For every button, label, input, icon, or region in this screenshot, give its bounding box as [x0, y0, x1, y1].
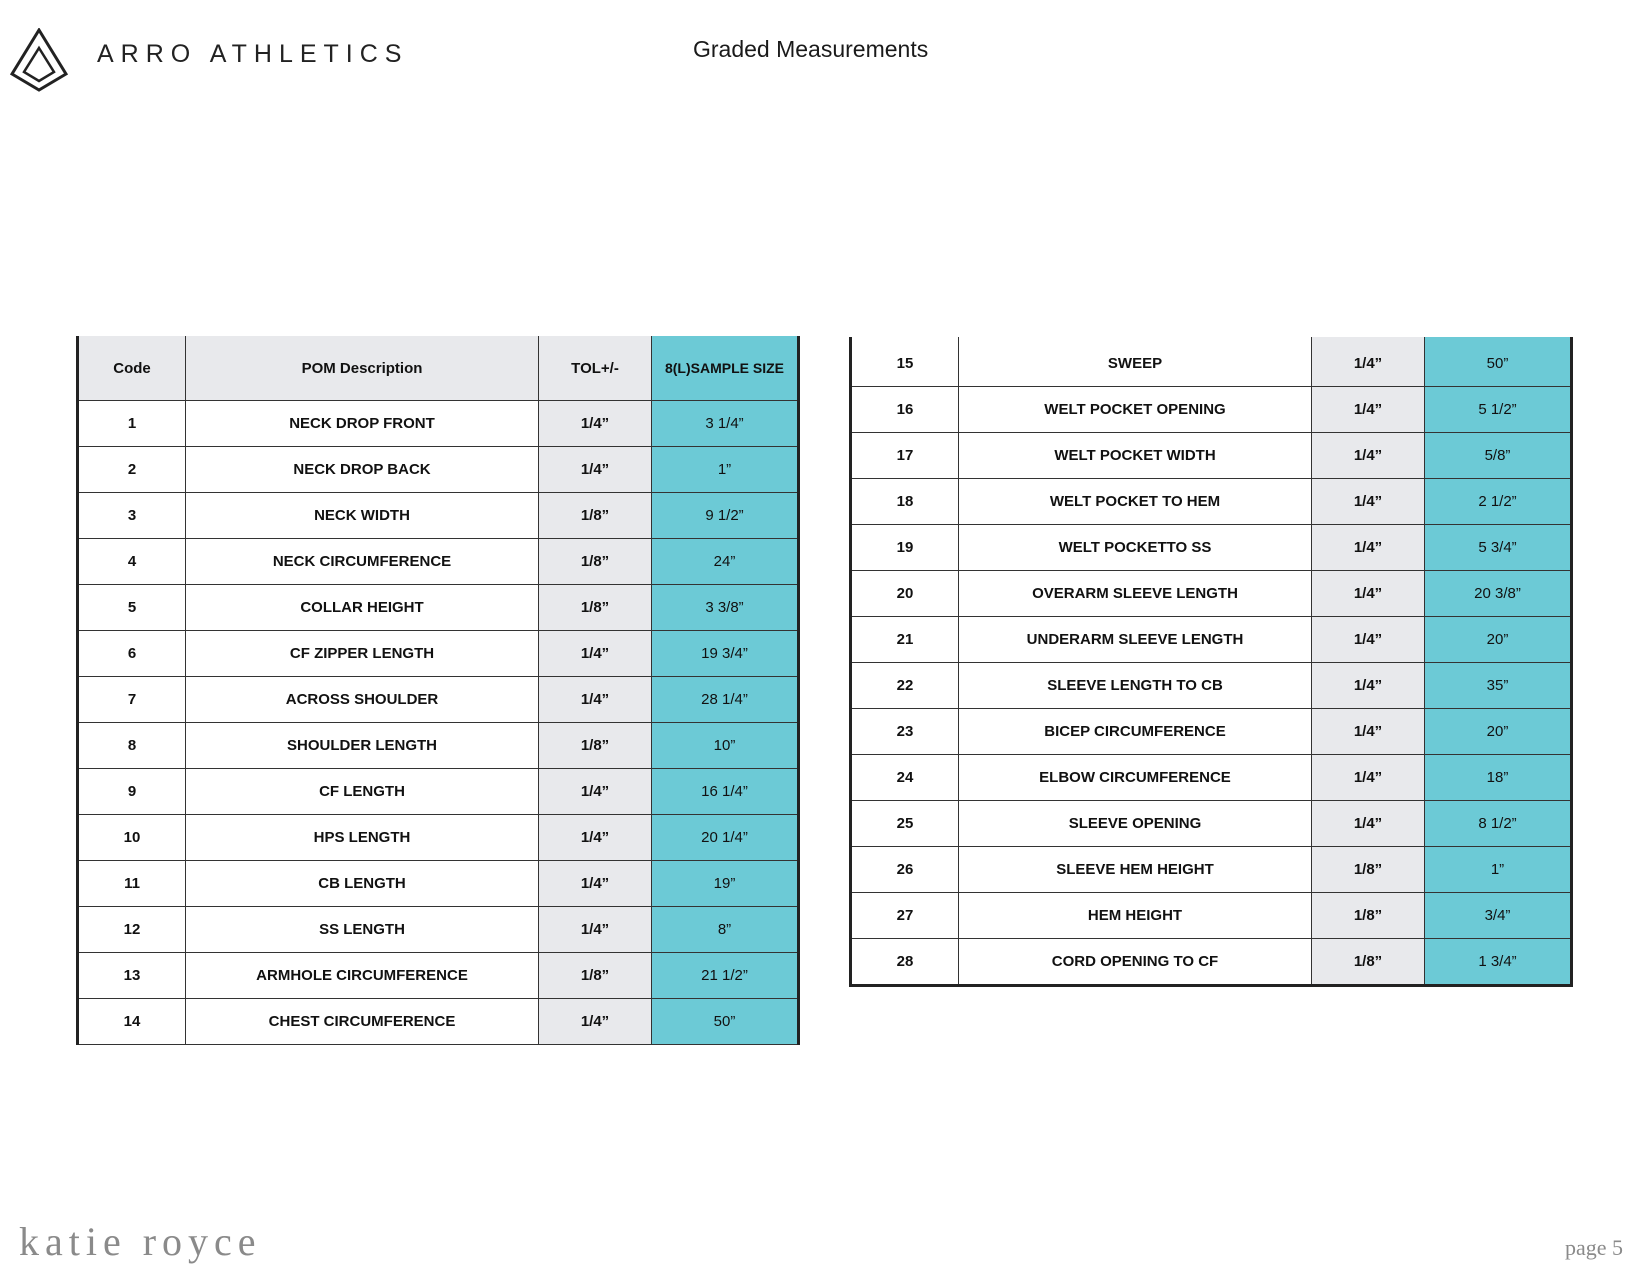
row-tolerance: 1/8” [539, 539, 652, 585]
row-tolerance: 1/4” [539, 907, 652, 953]
row-code: 8 [78, 723, 186, 769]
column-header-pom: POM Description [186, 336, 539, 401]
row-sample-size: 19 3/4” [652, 631, 799, 677]
row-tolerance: 1/4” [1312, 433, 1425, 479]
row-sample-size: 24” [652, 539, 799, 585]
row-code: 7 [78, 677, 186, 723]
row-pom-description: SLEEVE HEM HEIGHT [959, 847, 1312, 893]
row-sample-size: 19” [652, 861, 799, 907]
row-sample-size: 20” [1425, 617, 1572, 663]
row-tolerance: 1/8” [539, 585, 652, 631]
row-sample-size: 20” [1425, 709, 1572, 755]
row-pom-description: NECK DROP FRONT [186, 401, 539, 447]
row-sample-size: 5/8” [1425, 433, 1572, 479]
table-row [78, 953, 799, 999]
row-sample-size: 50” [1425, 341, 1572, 387]
table-row [851, 755, 1572, 801]
row-pom-description: COLLAR HEIGHT [186, 585, 539, 631]
row-tolerance: 1/8” [539, 723, 652, 769]
row-pom-description: ACROSS SHOULDER [186, 677, 539, 723]
table-row [851, 387, 1572, 433]
row-sample-size: 3 1/4” [652, 401, 799, 447]
row-tolerance: 1/4” [539, 447, 652, 493]
row-code: 19 [851, 525, 959, 571]
row-tolerance: 1/8” [1312, 847, 1425, 893]
row-sample-size: 5 1/2” [1425, 387, 1572, 433]
row-tolerance: 1/8” [1312, 939, 1425, 986]
row-code: 12 [78, 907, 186, 953]
row-code: 23 [851, 709, 959, 755]
row-tolerance: 1/4” [1312, 663, 1425, 709]
row-sample-size: 18” [1425, 755, 1572, 801]
row-pom-description: CB LENGTH [186, 861, 539, 907]
row-sample-size: 10” [652, 723, 799, 769]
row-sample-size: 8” [652, 907, 799, 953]
row-tolerance: 1/4” [539, 861, 652, 907]
table-row [851, 525, 1572, 571]
row-tolerance: 1/4” [1312, 617, 1425, 663]
row-code: 5 [78, 585, 186, 631]
row-code: 14 [78, 999, 186, 1045]
column-header-tolerance: TOL+/- [539, 336, 652, 401]
row-sample-size: 8 1/2” [1425, 801, 1572, 847]
row-tolerance: 1/4” [539, 677, 652, 723]
row-tolerance: 1/4” [1312, 571, 1425, 617]
row-sample-size: 20 3/8” [1425, 571, 1572, 617]
table-row [78, 815, 799, 861]
table-row [78, 539, 799, 585]
row-code: 17 [851, 433, 959, 479]
measurements-table-right [849, 337, 1573, 987]
table-row [851, 341, 1572, 387]
row-code: 20 [851, 571, 959, 617]
row-tolerance: 1/4” [1312, 709, 1425, 755]
row-sample-size: 28 1/4” [652, 677, 799, 723]
row-sample-size: 2 1/2” [1425, 479, 1572, 525]
row-tolerance: 1/4” [1312, 479, 1425, 525]
page-title: Graded Measurements [693, 36, 929, 62]
column-header-sample-size: 8(L)SAMPLE SIZE [652, 336, 799, 401]
row-pom-description: CORD OPENING TO CF [959, 939, 1312, 986]
row-pom-description: SWEEP [959, 341, 1312, 387]
row-sample-size: 35” [1425, 663, 1572, 709]
table-row [78, 677, 799, 723]
row-tolerance: 1/4” [539, 999, 652, 1045]
table-row [78, 999, 799, 1045]
row-pom-description: NECK WIDTH [186, 493, 539, 539]
table-row [78, 769, 799, 815]
row-tolerance: 1/4” [1312, 801, 1425, 847]
row-tolerance: 1/4” [1312, 387, 1425, 433]
row-code: 28 [851, 939, 959, 986]
brand-name: ARRO ATHLETICS [97, 40, 409, 68]
table-row [78, 861, 799, 907]
row-pom-description: SLEEVE LENGTH TO CB [959, 663, 1312, 709]
row-code: 3 [78, 493, 186, 539]
row-code: 18 [851, 479, 959, 525]
table-row [851, 939, 1572, 986]
row-sample-size: 9 1/2” [652, 493, 799, 539]
row-sample-size: 3/4” [1425, 893, 1572, 939]
row-sample-size: 1” [652, 447, 799, 493]
row-code: 21 [851, 617, 959, 663]
row-pom-description: HEM HEIGHT [959, 893, 1312, 939]
row-sample-size: 3 3/8” [652, 585, 799, 631]
row-sample-size: 5 3/4” [1425, 525, 1572, 571]
row-pom-description: ELBOW CIRCUMFERENCE [959, 755, 1312, 801]
table-row [851, 479, 1572, 525]
footer-brand: katie royce [19, 1219, 262, 1264]
row-code: 4 [78, 539, 186, 585]
row-code: 22 [851, 663, 959, 709]
row-pom-description: BICEP CIRCUMFERENCE [959, 709, 1312, 755]
row-pom-description: NECK DROP BACK [186, 447, 539, 493]
arro-logo-icon [10, 28, 68, 92]
row-pom-description: SHOULDER LENGTH [186, 723, 539, 769]
row-code: 6 [78, 631, 186, 677]
row-pom-description: WELT POCKET TO HEM [959, 479, 1312, 525]
column-header-code: Code [78, 336, 186, 401]
row-pom-description: OVERARM SLEEVE LENGTH [959, 571, 1312, 617]
row-tolerance: 1/4” [539, 815, 652, 861]
row-tolerance: 1/4” [1312, 341, 1425, 387]
row-code: 25 [851, 801, 959, 847]
row-code: 15 [851, 341, 959, 387]
table-row [78, 907, 799, 953]
table-row [78, 401, 799, 447]
measurements-table-left [76, 336, 800, 1045]
table-row [851, 847, 1572, 893]
row-pom-description: CF LENGTH [186, 769, 539, 815]
table-row [78, 585, 799, 631]
row-pom-description: SS LENGTH [186, 907, 539, 953]
row-code: 13 [78, 953, 186, 999]
row-sample-size: 50” [652, 999, 799, 1045]
row-sample-size: 21 1/2” [652, 953, 799, 999]
row-code: 24 [851, 755, 959, 801]
row-tolerance: 1/4” [539, 769, 652, 815]
row-tolerance: 1/8” [539, 493, 652, 539]
row-pom-description: CHEST CIRCUMFERENCE [186, 999, 539, 1045]
row-pom-description: ARMHOLE CIRCUMFERENCE [186, 953, 539, 999]
table-row [851, 709, 1572, 755]
table-row [851, 893, 1572, 939]
table-row [851, 663, 1572, 709]
row-code: 16 [851, 387, 959, 433]
table-row [851, 571, 1572, 617]
row-code: 1 [78, 401, 186, 447]
row-tolerance: 1/8” [1312, 893, 1425, 939]
row-tolerance: 1/4” [539, 631, 652, 677]
table-row [78, 631, 799, 677]
table-row [78, 447, 799, 493]
row-code: 26 [851, 847, 959, 893]
table-row [78, 723, 799, 769]
row-code: 11 [78, 861, 186, 907]
row-pom-description: CF ZIPPER LENGTH [186, 631, 539, 677]
row-tolerance: 1/4” [539, 401, 652, 447]
row-pom-description: WELT POCKET WIDTH [959, 433, 1312, 479]
table-row [851, 801, 1572, 847]
row-sample-size: 16 1/4” [652, 769, 799, 815]
row-code: 2 [78, 447, 186, 493]
row-code: 27 [851, 893, 959, 939]
row-tolerance: 1/4” [1312, 525, 1425, 571]
row-sample-size: 20 1/4” [652, 815, 799, 861]
row-code: 9 [78, 769, 186, 815]
row-sample-size: 1 3/4” [1425, 939, 1572, 986]
row-tolerance: 1/4” [1312, 755, 1425, 801]
row-pom-description: UNDERARM SLEEVE LENGTH [959, 617, 1312, 663]
row-pom-description: HPS LENGTH [186, 815, 539, 861]
row-pom-description: WELT POCKETTO SS [959, 525, 1312, 571]
table-row [851, 433, 1572, 479]
row-tolerance: 1/8” [539, 953, 652, 999]
row-pom-description: NECK CIRCUMFERENCE [186, 539, 539, 585]
page-number: page 5 [1565, 1235, 1624, 1260]
table-row [851, 617, 1572, 663]
row-pom-description: SLEEVE OPENING [959, 801, 1312, 847]
row-pom-description: WELT POCKET OPENING [959, 387, 1312, 433]
row-sample-size: 1” [1425, 847, 1572, 893]
row-code: 10 [78, 815, 186, 861]
table-header-row [78, 336, 799, 401]
table-row [78, 493, 799, 539]
